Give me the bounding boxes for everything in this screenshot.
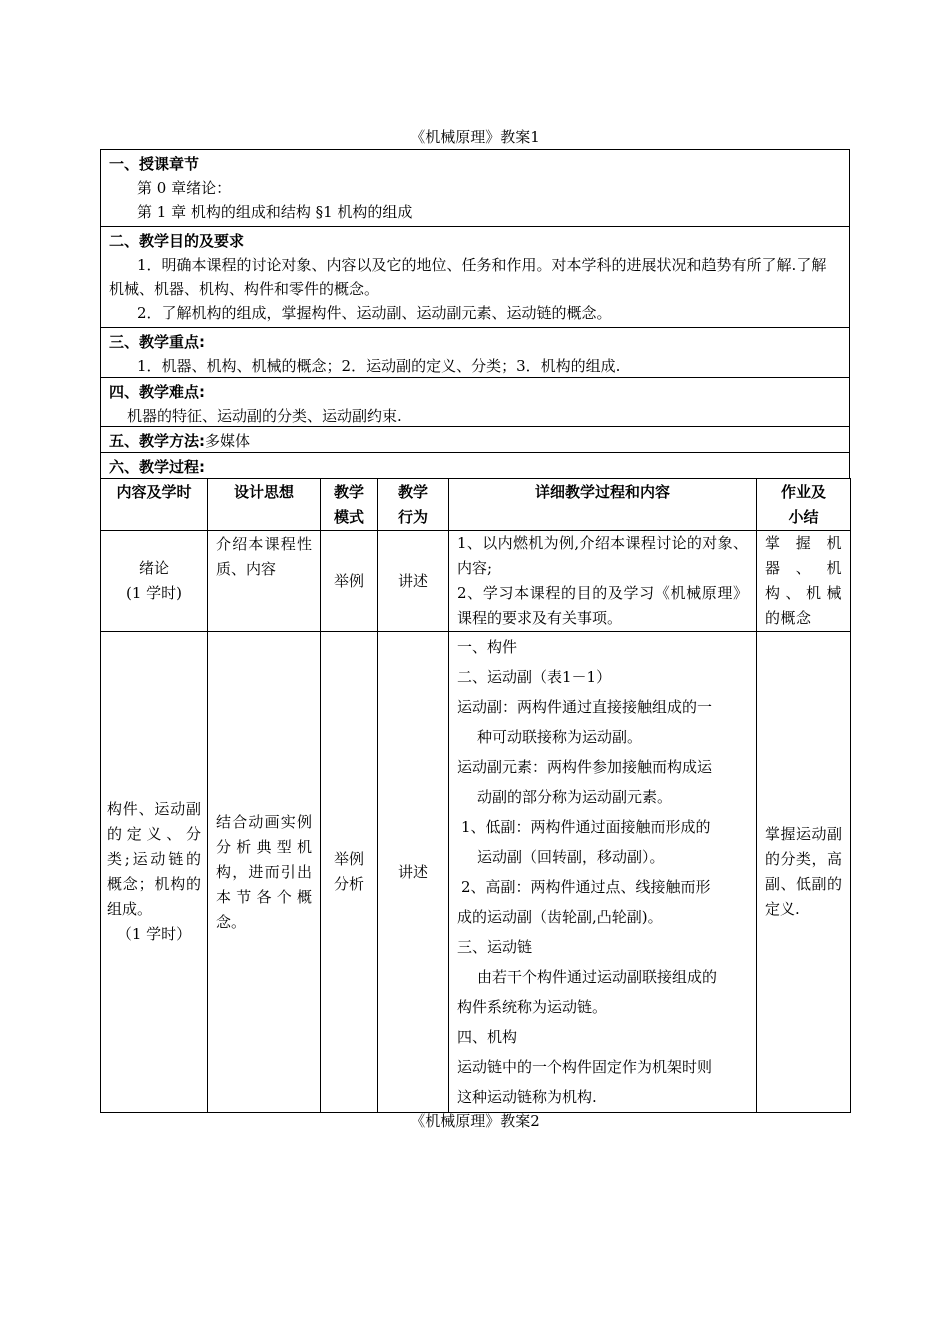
section-process [101,453,849,479]
cell-detail [449,632,757,1113]
detail-line: 构件系统称为运动链。 [457,998,608,1016]
header-line: 小结 [788,508,819,526]
detail-line: 2、高副：两构件通过点、线接触而形 [461,878,711,896]
detail-line: 运动副元素：两构件参加接触而构成运 [457,758,713,776]
detail-line: 二、运动副（表1－1） [457,668,612,686]
detail-line: 成的运动副（齿轮副,凸轮副)。 [457,908,663,926]
section-heading: 二、教学目的及要求 [109,232,245,250]
header-line: 教学 [397,483,428,501]
detail-line: 动副的部分称为运动副元素。 [477,788,673,806]
detail-line: 1、以内燃机为例,介绍本课程讨论的对象、内容; [457,534,748,577]
detail-line: 种可动联接称为运动副。 [477,728,643,746]
section-teaching-chapter [101,150,849,227]
section-objectives [101,227,849,328]
cell-action: 讲述 [378,632,449,1113]
section-heading: 三、教学重点: [109,333,205,351]
detail-line: 2、学习本课程的目的及学习《机械原理》课程的要求及有关事项。 [457,584,748,627]
detail-line: 由若干个构件通过运动副联接组成的 [477,968,718,986]
method-value: 多媒体 [205,432,251,450]
cell-line: 构件、运动副的定义、分类;运动链的概念；机构的组成。 [107,800,201,918]
header-design: 设计思想 [208,479,321,531]
table-row [101,531,851,632]
detail-line: 三、运动链 [457,938,533,956]
section-heading: 六、教学过程: [109,458,205,476]
header-detail: 详细教学过程和内容 [449,479,757,531]
cell-line: 分析 [333,875,364,893]
header-content: 内容及学时 [101,479,208,531]
detail-line: 一、构件 [457,638,518,656]
detail-line: 运动副：两构件通过直接接触组成的一 [457,698,713,716]
key-points-text: 1．机器、机构、机械的概念；2．运动副的定义、分类；3．机构的组成. [137,357,621,375]
cell-homework: 掌握机器、机构、机械的概念 [757,531,851,632]
cell-design: 结合动画实例分析典型机构，进而引出本节各个概念。 [208,632,321,1113]
header-homework [757,479,851,531]
header-line: 模式 [333,508,364,526]
cell-line: 举例 [333,850,364,868]
detail-line: 这种运动链称为机构. [457,1088,597,1106]
cell-line: （1 学时） [116,925,192,943]
document-title: 《机械原理》教案1 [410,128,540,146]
cell-line: (1 学时) [125,584,183,602]
header-line: 行为 [397,508,428,526]
table-header-row [101,479,851,531]
cell-content [101,632,208,1113]
header-action [378,479,449,531]
lesson-plan-header-box [100,149,850,479]
detail-line: 运动链中的一个构件固定作为机架时则 [457,1058,713,1076]
difficulties-text: 机器的特征、运动副的分类、运动副约束. [127,407,402,425]
section-heading: 一、授课章节 [109,155,200,173]
header-mode [321,479,378,531]
cell-mode: 举例 [321,531,378,632]
detail-line: 1、低副：两构件通过面接触而形成的 [461,818,711,836]
cell-action: 讲述 [378,531,449,632]
section-key-points [101,328,849,378]
cell-homework: 掌握运动副的分类，高副、低副的定义. [757,632,851,1113]
chapter-line: 第 1 章 机构的组成和结构 §1 机构的组成 [137,203,413,221]
section-heading: 五、教学方法: [109,432,205,450]
objective-paragraph: 2．了解机构的组成，掌握构件、运动副、运动副元素、运动链的概念。 [137,304,612,322]
cell-content [101,531,208,632]
cell-design: 介绍本课程性质、内容 [208,531,321,632]
section-heading: 四、教学难点: [109,383,205,401]
teaching-process-table [100,478,851,1113]
chapter-line: 第 0 章绪论： [137,179,232,197]
document-title-next: 《机械原理》教案2 [410,1112,540,1130]
section-difficulties [101,378,849,427]
detail-line: 四、机构 [457,1028,518,1046]
cell-mode [321,632,378,1113]
cell-line: 绪论 [138,559,169,577]
detail-line: 运动副（回转副，移动副）。 [477,848,665,866]
header-line: 作业及 [780,483,826,501]
objective-paragraph: 1．明确本课程的讨论对象、内容以及它的地位、任务和作用。对本学科的进展状况和趋势有所了解.了解机械、机器、机构、构件和零件的概念。 [109,256,827,298]
cell-detail [449,531,757,632]
section-method [101,427,849,453]
header-line: 教学 [333,483,364,501]
table-row [101,632,851,1113]
